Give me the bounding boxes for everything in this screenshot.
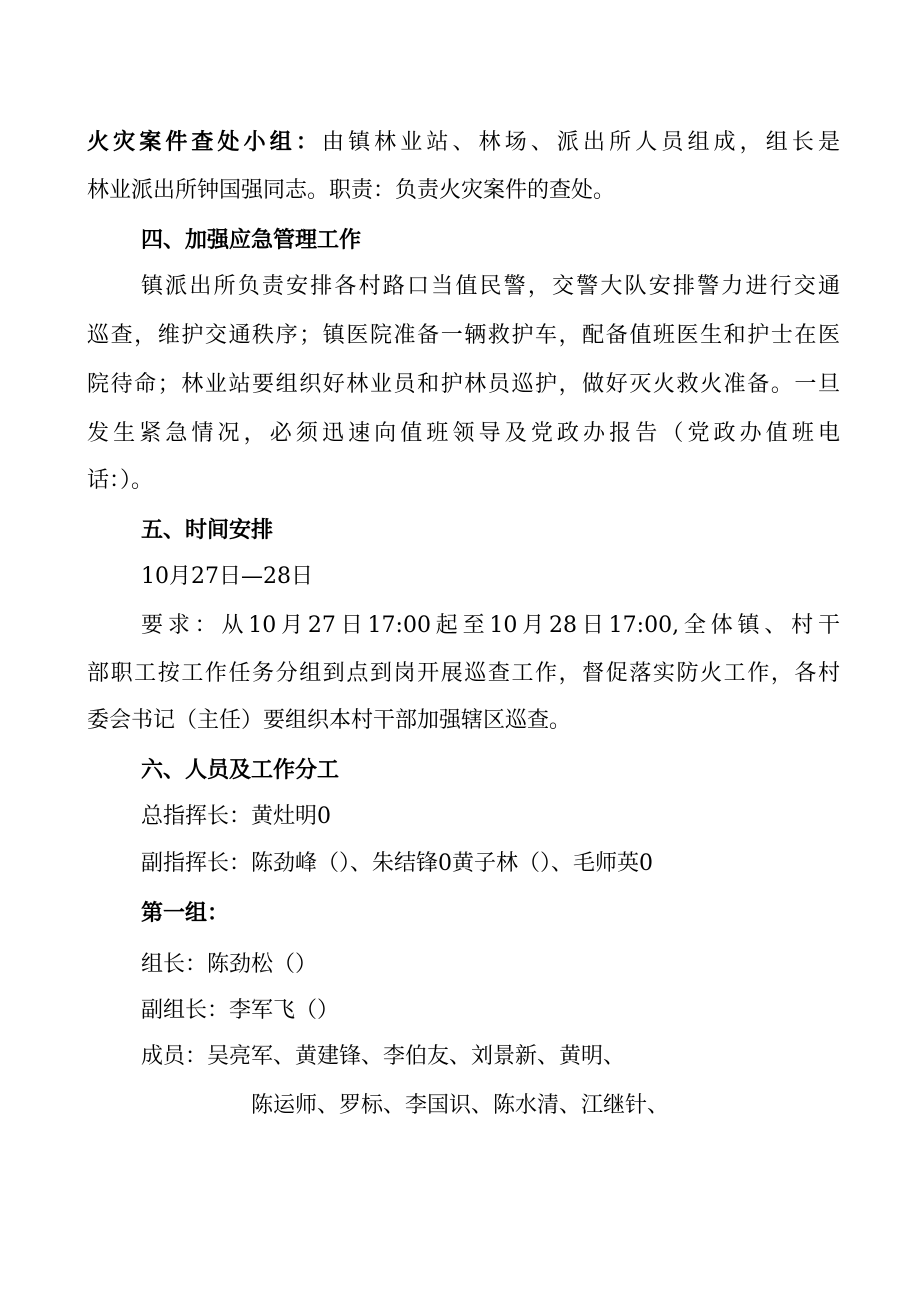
group-1-members-line: 陈运师、罗标、李国识、陈水清、江继针、 xyxy=(251,1093,670,1118)
section-5-requirement-line: 部职工按工作任务分组到点到岗开展巡查工作，督促落实防火工作，各村 xyxy=(87,661,840,686)
group-1-heading: 第一组： xyxy=(141,900,230,926)
fire-case-group-text: 由镇林业站、林场、派出所人员组成，组长是 xyxy=(321,130,840,155)
section-5-heading: 五、时间安排 xyxy=(141,517,274,543)
vice-commanders: 副指挥长：陈劲峰（）、朱结锋0黄子林（）、毛师英0 xyxy=(141,851,653,876)
group-1-members-line: 成员：吴亮军、黄建锋、李伯友、刘景新、黄明、 xyxy=(141,1044,626,1069)
chief-commander: 总指挥长：黄灶明0 xyxy=(141,804,331,829)
fire-case-group-line-1 xyxy=(87,127,840,158)
group-1-vice-leader: 副组长：李军飞（） xyxy=(141,998,340,1023)
section-5-requirement-line: 要求：从10月27日17:00起至10月28日17:00,全体镇、村干 xyxy=(141,613,840,638)
fire-case-group-line-2: 林业派出所钟国强同志。职责：负责火灾案件的查处。 xyxy=(87,178,616,203)
section-4-paragraph-line: 镇派出所负责安排各村路口当值民警，交警大队安排警力进行交通 xyxy=(141,274,840,299)
fire-case-group-heading: 火灾案件查处小组： xyxy=(87,129,322,155)
section-4-paragraph-line: 话：）。 xyxy=(87,468,154,493)
section-4-heading: 四、加强应急管理工作 xyxy=(141,227,362,253)
section-4-paragraph-line: 巡查，维护交通秩序；镇医院准备一辆救护车，配备值班医生和护士在医 xyxy=(87,323,840,348)
section-4-paragraph-line: 院待命；林业站要组织好林业员和护林员巡护，做好灭火救火准备。一旦 xyxy=(87,372,840,397)
section-6-heading: 六、人员及工作分工 xyxy=(141,757,340,783)
group-1-leader: 组长：陈劲松（） xyxy=(141,952,318,977)
section-5-date-range: 10月27日—28日 xyxy=(141,564,313,589)
section-5-requirement-line: 委会书记（主任）要组织本村干部加强辖区巡查。 xyxy=(87,708,572,733)
section-4-paragraph-line: 发生紧急情况，必须迅速向值班领导及党政办报告（党政办值班电 xyxy=(87,421,840,446)
